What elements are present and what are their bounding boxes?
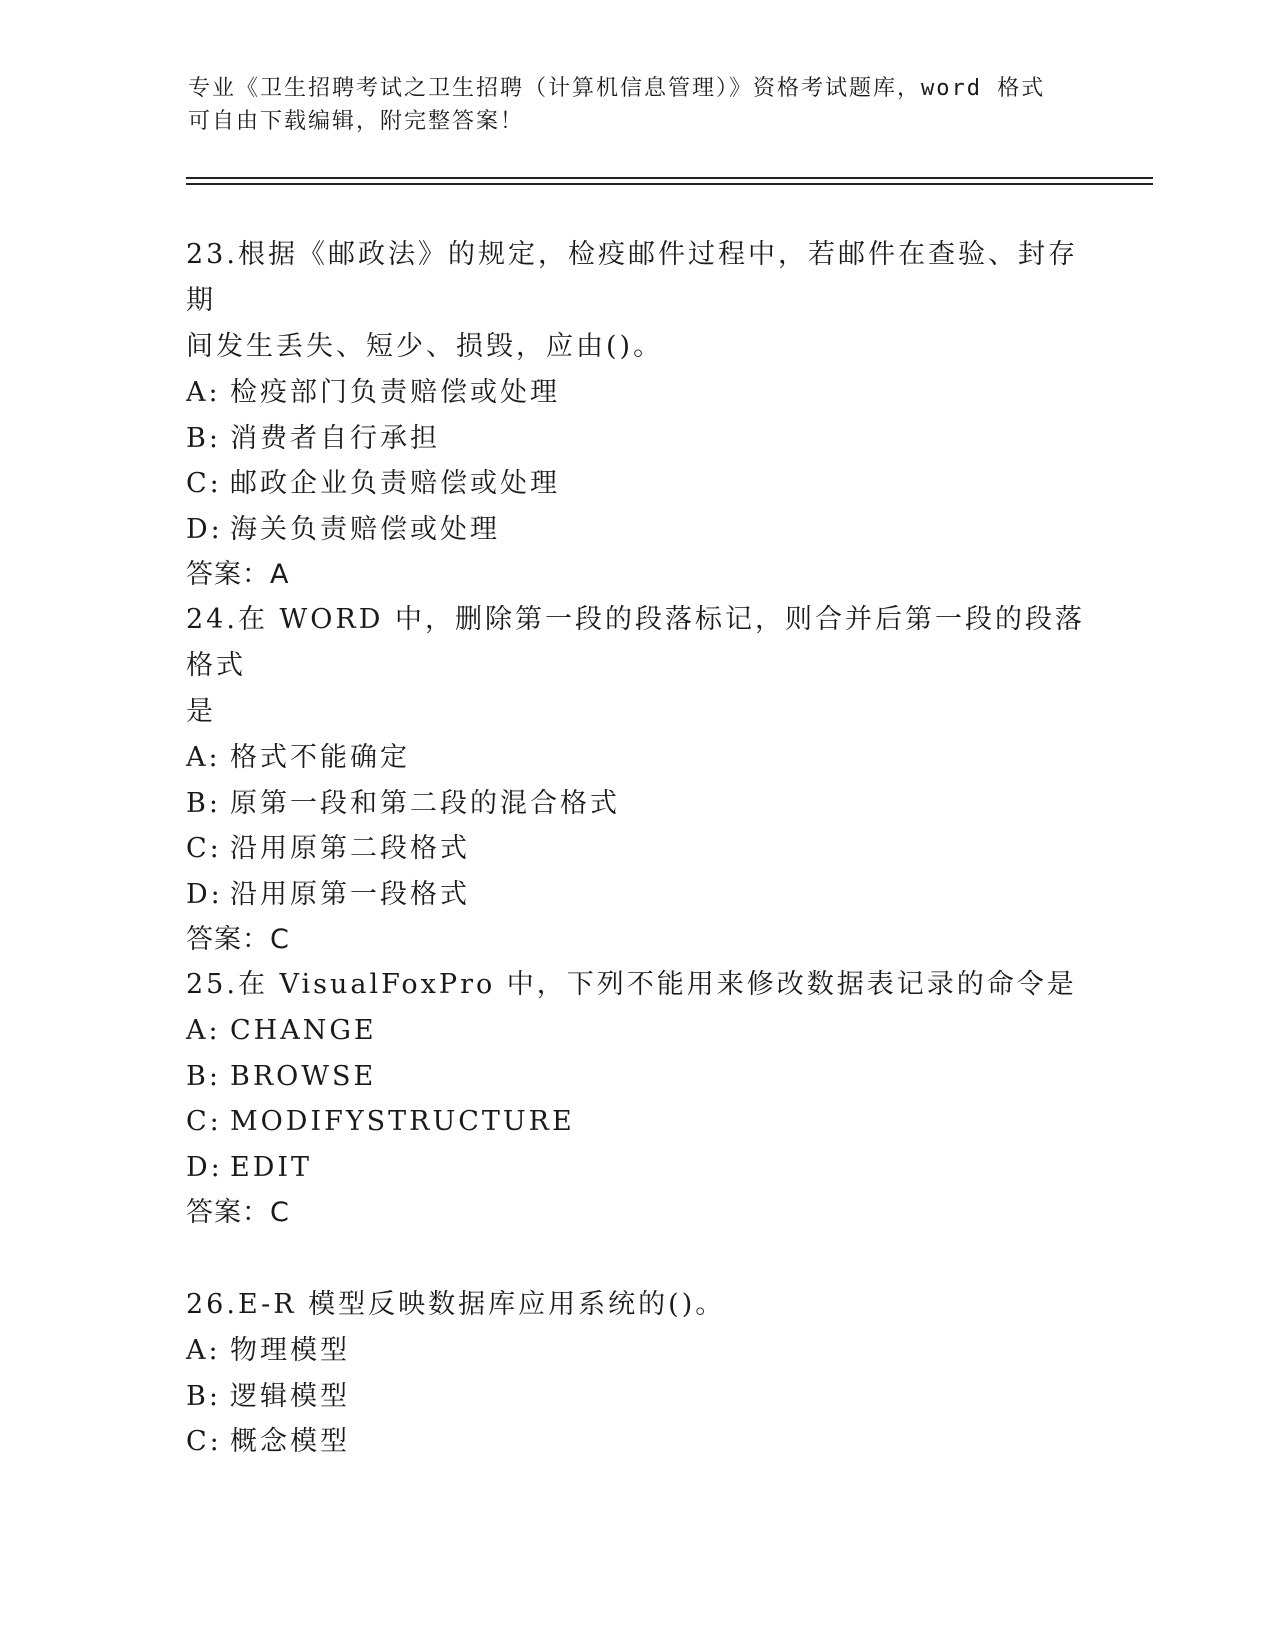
option-text: 格式不能确定 — [230, 742, 410, 773]
option-b — [186, 781, 1086, 827]
question-24 — [186, 597, 1086, 963]
option-key: C: — [186, 1426, 222, 1457]
option-text: 逻辑模型 — [230, 1380, 350, 1412]
document-header — [188, 72, 1088, 138]
option-text: 检疫部门负责赔偿或处理 — [230, 377, 560, 408]
option-key: D: — [186, 513, 223, 545]
option-text: 海关负责赔偿或处理 — [230, 513, 500, 545]
question-stem — [186, 1282, 1086, 1328]
question-stem — [186, 962, 1086, 1008]
question-stem-line-2: 间发生丢失、短少、损毁，应由()。 — [186, 331, 664, 362]
option-b — [186, 1054, 1086, 1100]
option-key: A: — [186, 742, 221, 773]
option-c — [186, 826, 1086, 872]
option-key: B: — [186, 1380, 221, 1412]
option-b — [186, 1374, 1086, 1420]
option-key: B: — [186, 422, 221, 454]
option-d — [186, 507, 1086, 553]
answer-line: 答案：A — [186, 559, 290, 590]
option-key: D: — [186, 1151, 223, 1183]
option-key: B: — [186, 1060, 221, 1092]
option-c — [186, 1419, 1086, 1465]
option-key: D: — [186, 878, 223, 910]
option-a — [186, 735, 1086, 781]
question-stem-line-2: 是 — [186, 696, 216, 727]
option-text: 沿用原第一段格式 — [230, 878, 470, 910]
header-divider-top — [186, 177, 1153, 179]
option-key: C: — [186, 1106, 222, 1137]
option-d — [186, 1145, 1086, 1191]
question-25 — [186, 962, 1086, 1236]
option-b — [186, 416, 1086, 462]
option-c — [186, 1099, 1086, 1145]
question-stem — [186, 597, 1086, 735]
option-text: 概念模型 — [230, 1426, 350, 1457]
option-key: A: — [186, 1335, 221, 1366]
option-c — [186, 461, 1086, 507]
option-text: 邮政企业负责赔偿或处理 — [230, 468, 560, 499]
question-23 — [186, 232, 1086, 598]
question-stem-line-1: 25.在 VisualFoxPro 中，下列不能用来修改数据表记录的命令是 — [186, 969, 1077, 1000]
option-text: BROWSE — [230, 1060, 377, 1092]
option-a — [186, 1008, 1086, 1054]
option-text: 沿用原第二段格式 — [230, 833, 470, 864]
option-key: A: — [186, 1015, 221, 1046]
header-line-2: 可自由下载编辑，附完整答案！ — [188, 109, 525, 134]
option-key: C: — [186, 468, 222, 499]
option-key: B: — [186, 787, 221, 819]
option-text: 物理模型 — [230, 1335, 350, 1366]
option-text: EDIT — [230, 1151, 313, 1183]
answer-line: 答案：C — [186, 924, 290, 955]
option-a — [186, 370, 1086, 416]
option-key: C: — [186, 833, 222, 864]
question-stem-line-1: 23.根据《邮政法》的规定，检疫邮件过程中，若邮件在查验、封存期 — [186, 239, 1078, 316]
header-divider-bottom — [186, 183, 1153, 185]
option-a — [186, 1328, 1086, 1374]
question-stem-line-1: 24.在 WORD 中，删除第一段的段落标记，则合并后第一段的段落格式 — [186, 604, 1085, 681]
question-stem-line-1: 26.E-R 模型反映数据库应用系统的()。 — [186, 1289, 726, 1320]
option-key: A: — [186, 377, 221, 408]
option-text: CHANGE — [230, 1015, 377, 1046]
question-26 — [186, 1282, 1086, 1465]
answer-line: 答案：C — [186, 1197, 290, 1228]
option-text: 消费者自行承担 — [230, 422, 440, 454]
option-d — [186, 872, 1086, 918]
option-text: MODIFYSTRUCTURE — [230, 1106, 575, 1137]
header-line-1: 专业《卫生招聘考试之卫生招聘（计算机信息管理）》资格考试题库，word 格式 — [188, 76, 1046, 101]
question-stem — [186, 232, 1086, 370]
option-text: 原第一段和第二段的混合格式 — [230, 787, 620, 819]
